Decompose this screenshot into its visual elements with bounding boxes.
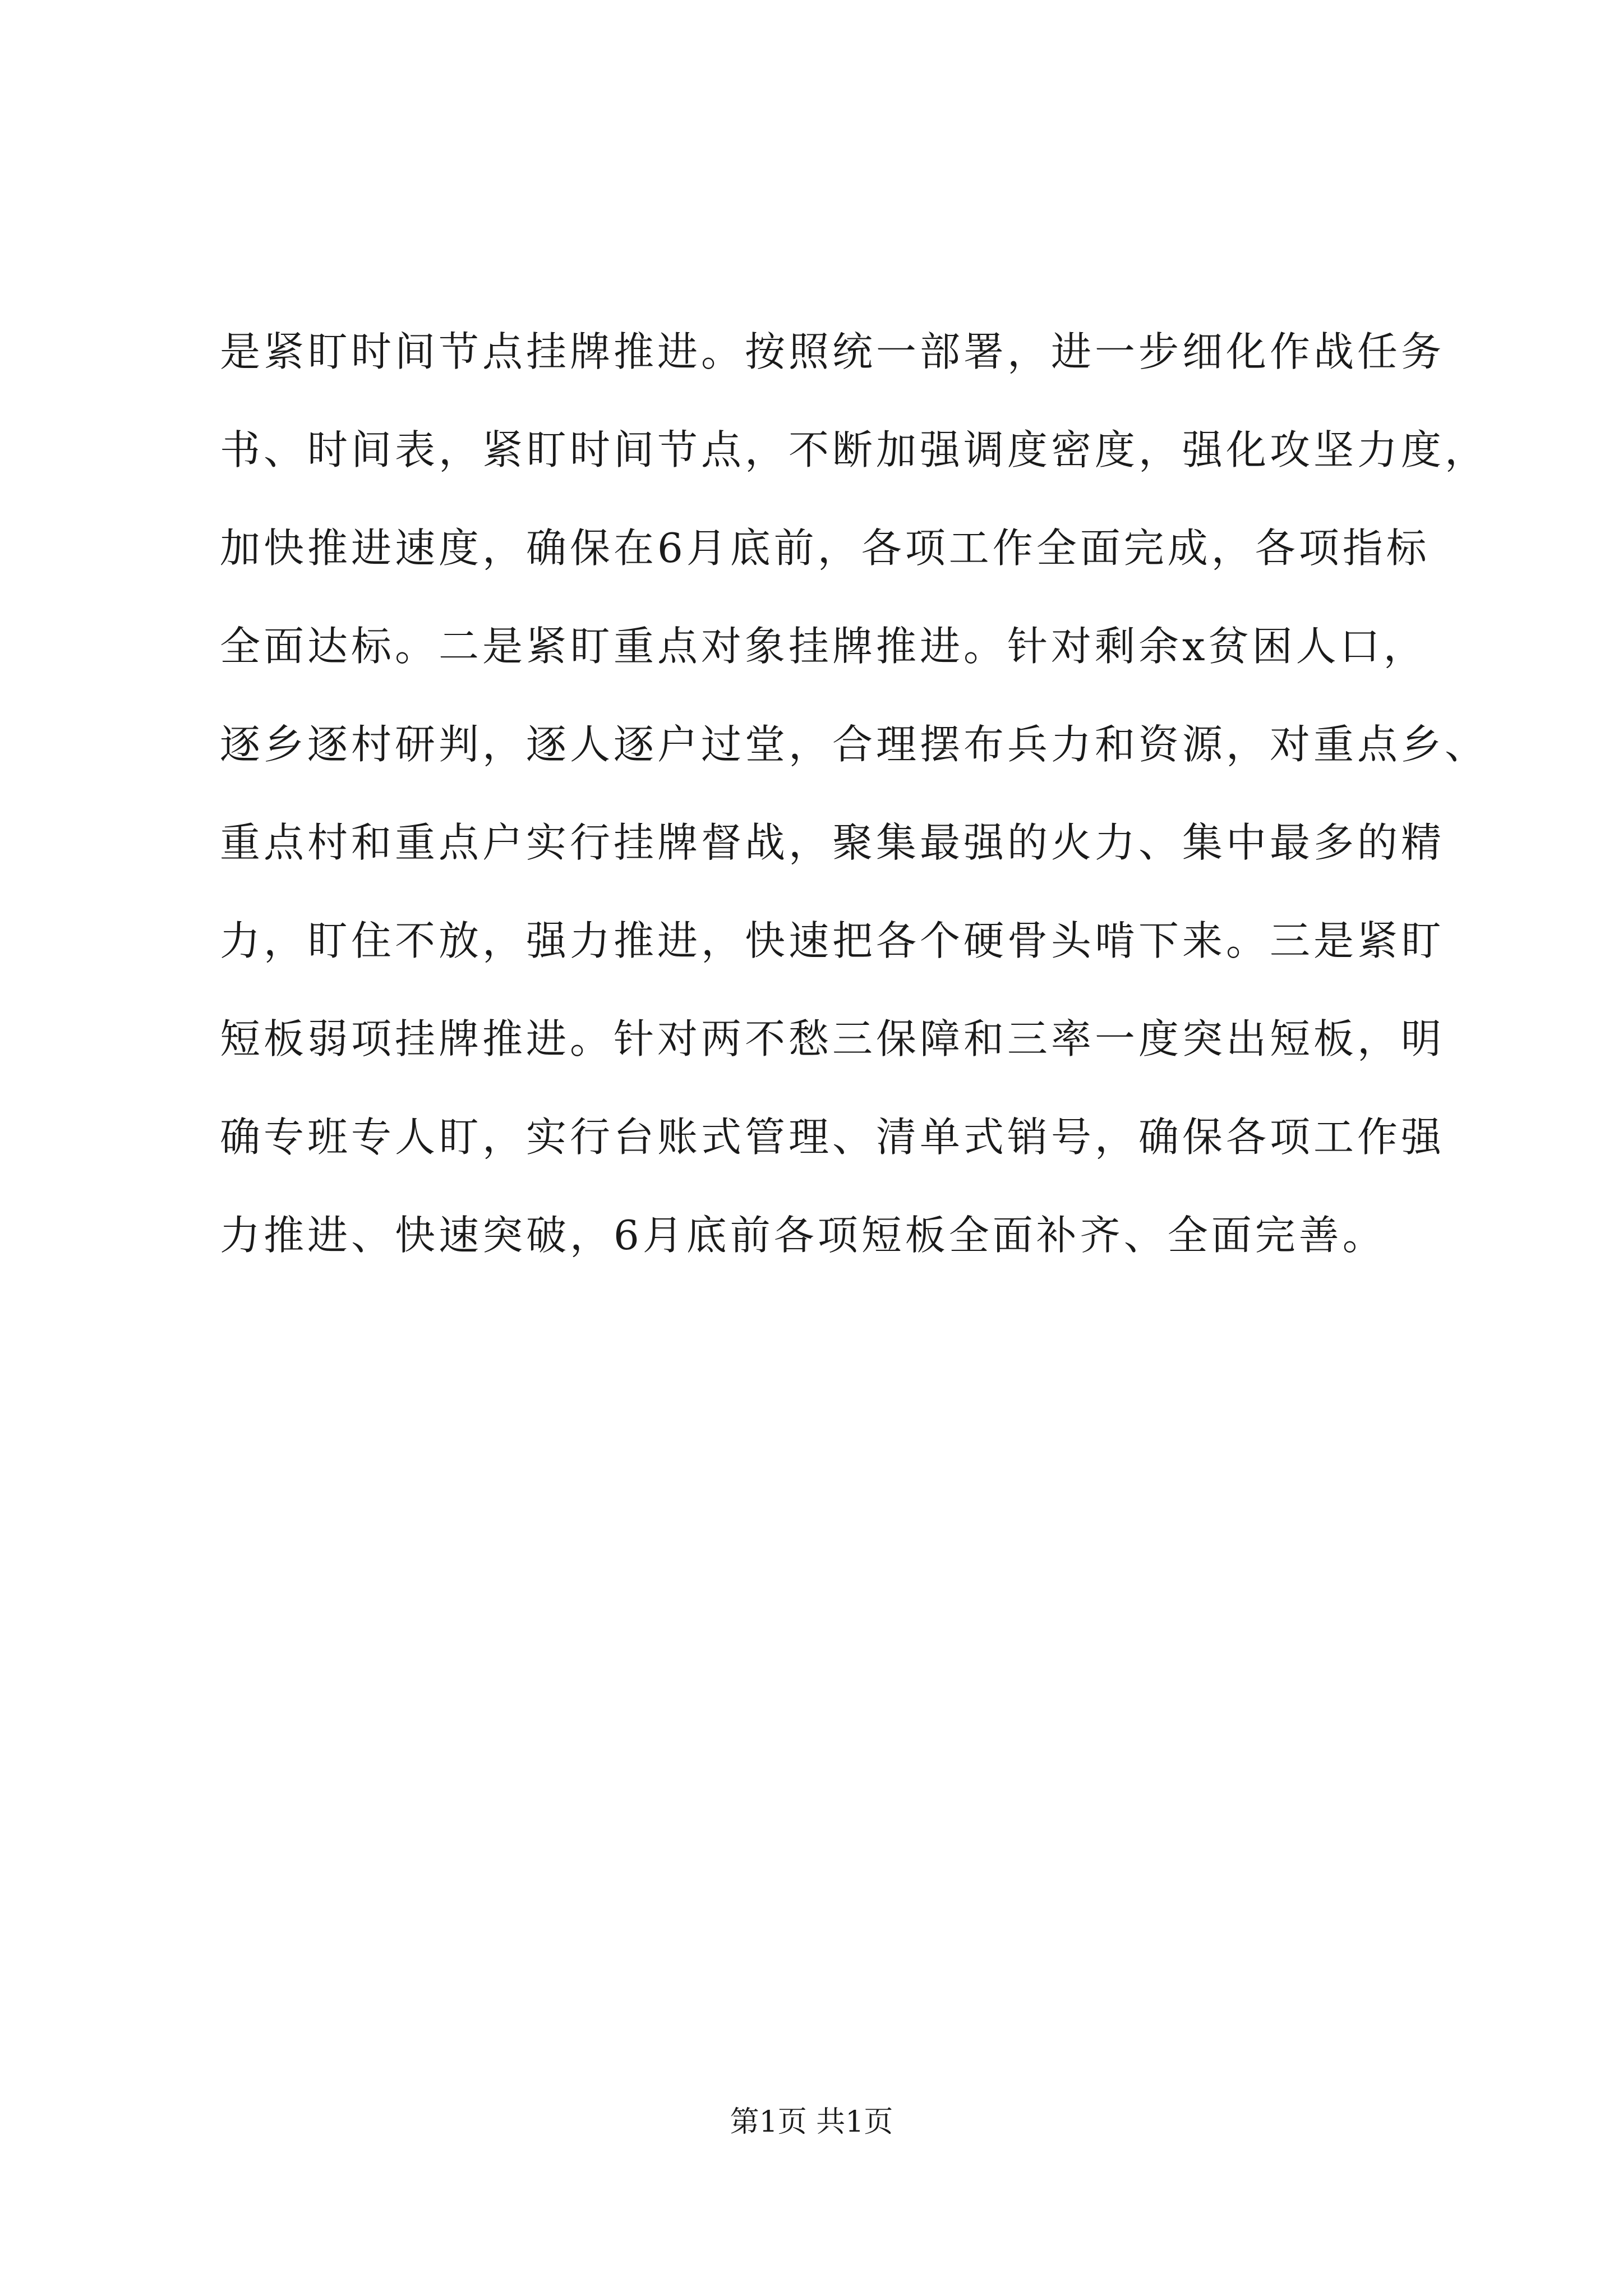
text-line: 是紧盯时间节点挂牌推进。按照统一部署，进一步细化作战任务 [220,328,1445,375]
text-line: 书、时间表，紧盯时间节点，不断加强调度密度，强化攻坚力度， [220,426,1489,473]
text-line: 加快推进速度，确保在6月底前，各项工作全面完成，各项指标 [220,524,1430,572]
page-number-label: 第1页 共1页 [730,2105,893,2139]
text-line: 确专班专人盯，实行台账式管理、清单式销号，确保各项工作强 [220,1114,1445,1161]
body-paragraph [220,303,1489,1285]
text-line: 力推进、快速突破，6月底前各项短板全面补齐、全面完善。 [220,1212,1386,1259]
text-line: 力，盯住不放，强力推进，快速把各个硬骨头啃下来。三是紧盯 [220,917,1445,964]
text-line: 逐乡逐村研判，逐人逐户过堂，合理摆布兵力和资源，对重点乡、 [220,721,1489,768]
text-line: 重点村和重点户实行挂牌督战，聚集最强的火力、集中最多的精 [220,819,1445,866]
text-line: 全面达标。二是紧盯重点对象挂牌推进。针对剩余x贫困人口， [220,623,1427,670]
page-footer [0,2102,1623,2142]
text-line: 短板弱项挂牌推进。针对两不愁三保障和三率一度突出短板，明 [220,1015,1445,1062]
